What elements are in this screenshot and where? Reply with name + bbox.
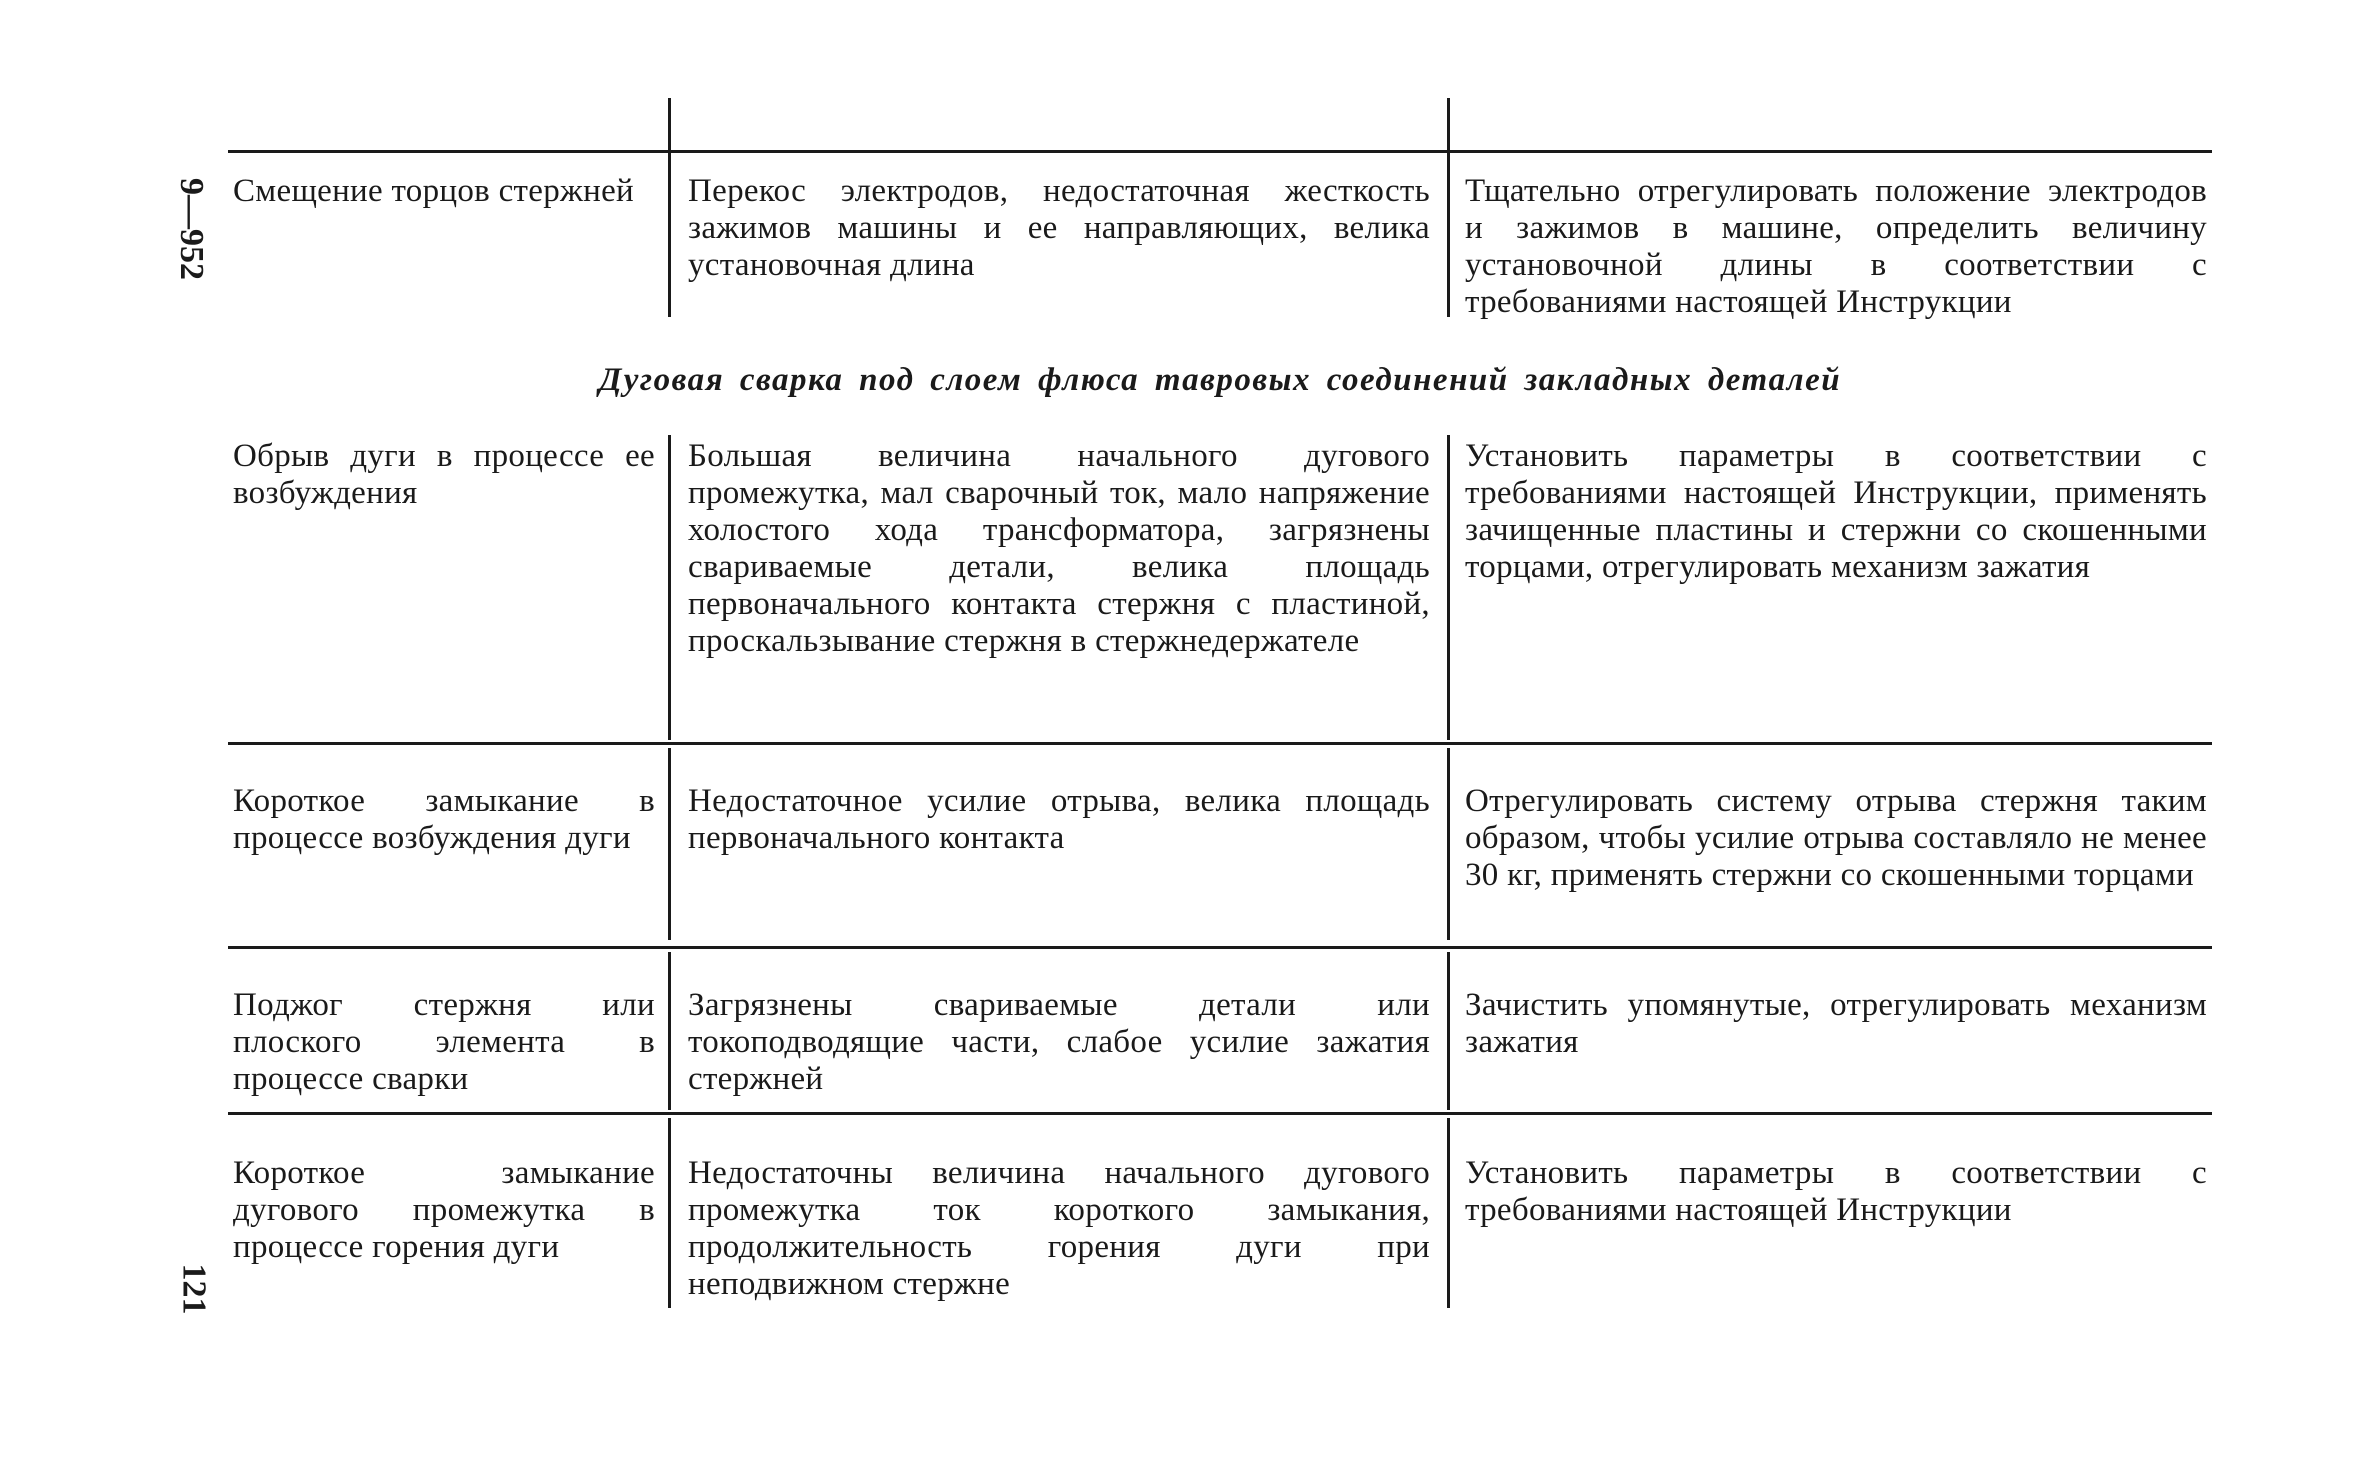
column-divider — [1447, 152, 1450, 317]
column-divider — [668, 152, 671, 317]
row-rule — [228, 946, 2212, 949]
column-divider — [668, 98, 671, 150]
defect-cell: Обрыв дуги в процессе ее возбуждения — [233, 438, 655, 511]
remedy-cell: Тщательно отрегулировать положение электродов и зажимов в машине, определить величину установочной длины в соответствии с требованиями настоящей Инструкции — [1465, 173, 2207, 320]
remedy-cell: Отрегулировать систему отрыва стержня таким образом, чтобы усилие отрыва составляло не менее 30 кг, применять стержни со скошенными торцами — [1465, 783, 2207, 893]
column-divider — [1447, 1118, 1450, 1308]
column-divider — [668, 1118, 671, 1308]
remedy-cell: Установить параметры в соответствии с требованиями настоящей Инструкции, применять зачищенные пластины и стержни со скошенными торцами, отрегулировать механизм зажатия — [1465, 438, 2207, 585]
remedy-cell: Зачистить упомянутые, отрегулировать механизм зажатия — [1465, 987, 2207, 1060]
row-rule — [228, 1112, 2212, 1115]
column-divider — [1447, 952, 1450, 1110]
column-divider — [1447, 435, 1450, 740]
row-rule — [228, 150, 2212, 153]
column-divider — [668, 748, 671, 940]
defect-cell: Короткое замыкание в процессе возбуждения дуги — [233, 783, 655, 856]
column-divider — [1447, 748, 1450, 940]
defect-cell: Поджог стержня или плоского элемента в процессе сварки — [233, 987, 655, 1097]
defect-cell: Смещение торцов стержней — [233, 173, 634, 209]
page-number: 121 — [175, 1263, 213, 1315]
cause-cell: Недостаточное усилие отрыва, велика площадь первоначального контакта — [688, 783, 1430, 856]
section-title: Дуговая сварка под слоем флюса тавровых соединений закладных деталей — [598, 362, 1842, 398]
cause-cell: Загрязнены свариваемые детали или токоподводящие части, слабое усилие зажатия стержней — [688, 987, 1430, 1097]
cause-cell: Большая величина начального дугового промежутка, мал сварочный ток, мало напряжение холостого хода трансформатора, загрязнены свариваемые детали, велика площадь первоначального контакта стержня с пластиной, проскальзывание стержня в стержнедержателе — [688, 438, 1430, 659]
remedy-cell: Установить параметры в соответствии с требованиями настоящей Инструкции — [1465, 1155, 2207, 1228]
cause-cell: Перекос электродов, недостаточная жесткость зажимов машины и ее направляющих, велика установочная длина — [688, 173, 1430, 283]
row-rule — [228, 742, 2212, 745]
margin-code: 9—952 — [173, 178, 210, 280]
column-divider — [1447, 98, 1450, 150]
column-divider — [668, 952, 671, 1110]
column-divider — [668, 435, 671, 740]
defect-cell: Короткое замыкание дугового промежутка в процессе горения дуги — [233, 1155, 655, 1265]
cause-cell: Недостаточны величина начального дугового промежутка ток короткого замыкания, продолжительность горения дуги при неподвижном стержне — [688, 1155, 1430, 1302]
